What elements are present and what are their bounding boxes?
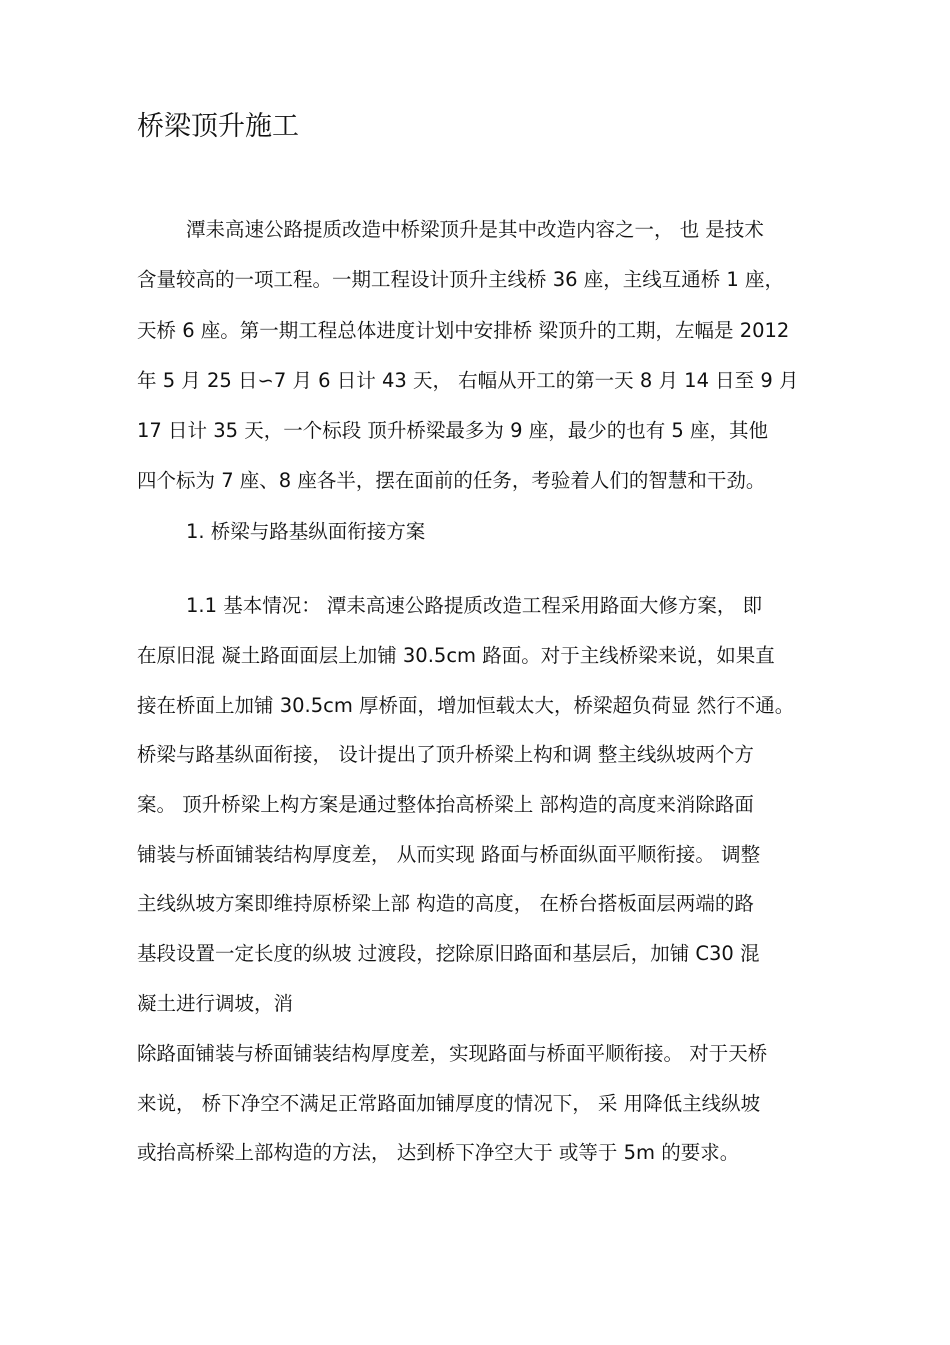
paragraph-3-line-1: 除路面铺装与桥面铺装结构厚度差，实现路面与桥面平顺衔接。 对于天桥 bbox=[137, 1042, 768, 1065]
paragraph-2-line-5: 案。 顶升桥梁上构方案是通过整体抬高桥梁上 部构造的高度来消除路面 bbox=[137, 793, 754, 816]
paragraph-1-line-4: 年 5 月 25 日∽7 月 6 日计 43 天， 右幅从开工的第一天 8 月 14 日至 9 月 bbox=[137, 369, 799, 392]
paragraph-2-line-2: 在原旧混 凝土路面面层上加铺 30.5cm 路面。对于主线桥梁来说，如果直 bbox=[137, 644, 775, 667]
paragraph-1-line-6: 四个标为 7 座、8 座各半，摆在面前的任务，考验着人们的智慧和干劲。 bbox=[137, 469, 766, 492]
paragraph-2-line-7: 主线纵坡方案即维持原桥梁上部 构造的高度， 在桥台搭板面层两端的路 bbox=[137, 892, 754, 915]
paragraph-2-line-6: 铺装与桥面铺装结构厚度差， 从而实现 路面与桥面纵面平顺衔接。 调整 bbox=[137, 843, 761, 866]
paragraph-3-line-2: 来说， 桥下净空不满足正常路面加铺厚度的情况下， 采 用降低主线纵坡 bbox=[137, 1092, 761, 1115]
paragraph-2-line-3: 接在桥面上加铺 30.5cm 厚桥面，增加恒载太大，桥梁超负荷显 然行不通。 bbox=[137, 694, 795, 717]
paragraph-3-line-3: 或抬高桥梁上部构造的方法， 达到桥下净空大于 或等于 5m 的要求。 bbox=[137, 1141, 740, 1164]
section-heading-1: 1. 桥梁与路基纵面衔接方案 bbox=[186, 520, 426, 543]
document-title: 桥梁顶升施工 bbox=[137, 111, 299, 142]
paragraph-1-line-2: 含量较高的一项工程。一期工程设计顶升主线桥 36 座，主线互通桥 1 座， bbox=[137, 268, 785, 291]
paragraph-2-line-9: 凝土进行调坡，消 bbox=[137, 992, 294, 1015]
paragraph-1-line-5: 17 日计 35 天，一个标段 顶升桥梁最多为 9 座，最少的也有 5 座，其他 bbox=[137, 419, 769, 442]
paragraph-1-line-3: 天桥 6 座。第一期工程总体进度计划中安排桥 梁顶升的工期，左幅是 2012 bbox=[137, 319, 790, 342]
paragraph-1-line-1: 潭耒高速公路提质改造中桥梁顶升是其中改造内容之一， 也 是技术 bbox=[186, 218, 764, 241]
paragraph-2-line-8: 基段设置一定长度的纵坡 过渡段，挖除原旧路面和基层后，加铺 C30 混 bbox=[137, 942, 760, 965]
paragraph-2-line-1: 1.1 基本情况： 潭耒高速公路提质改造工程采用路面大修方案， 即 bbox=[186, 594, 763, 617]
paragraph-2-line-4: 桥梁与路基纵面衔接， 设计提出了顶升桥梁上构和调 整主线纵坡两个方 bbox=[137, 743, 754, 766]
